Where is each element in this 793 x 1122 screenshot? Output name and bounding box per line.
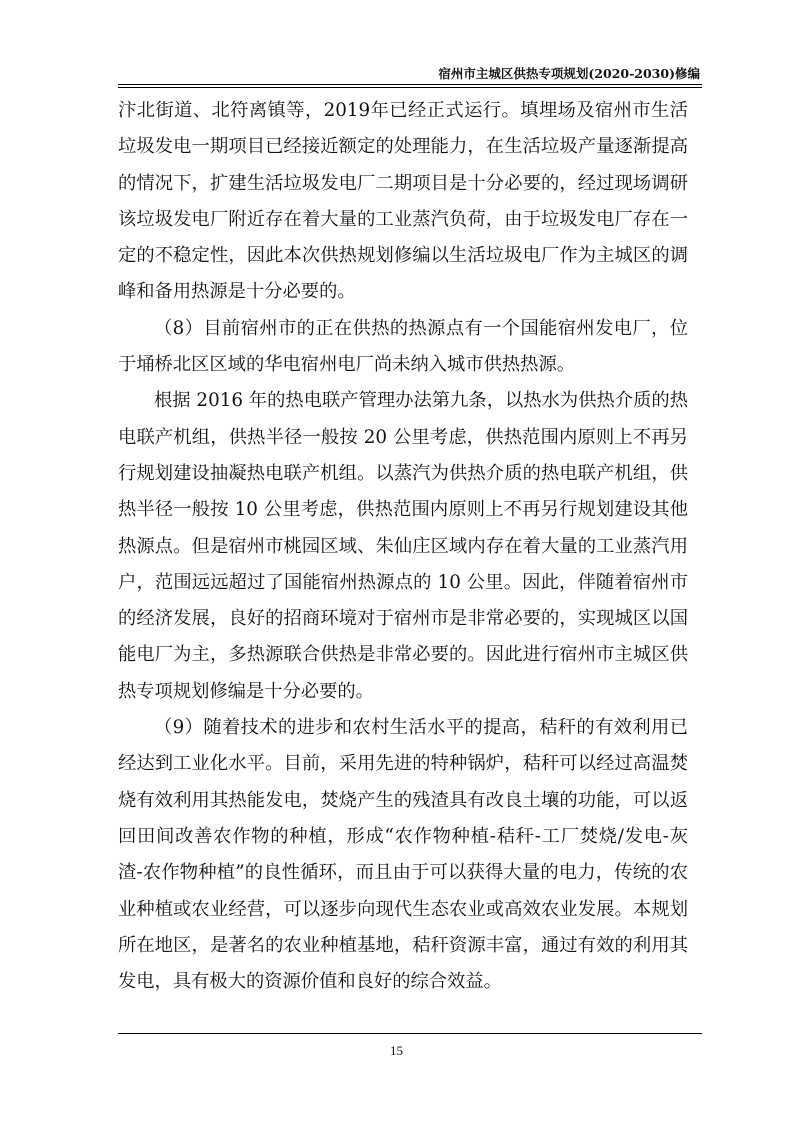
page-number: 15: [390, 1043, 403, 1058]
paragraph-item-8: （8）目前宿州市的正在供热的热源点有一个国能宿州发电厂，位于埇桥北区区域的华电宿州电厂尚未纳入城市供热热源。: [118, 317, 688, 376]
document-body: [118, 93, 688, 1000]
footer-rule: [118, 1033, 702, 1034]
paragraph-regulation: 根据 2016 年的热电联产管理办法第九条，以热水为供热介质的热电联产机组，供热半径一般按 20 公里考虑，供热范围内原则上不再另行规划建设抽凝热电联产机组。以蒸汽为供热介质的热电联产机组，供热半径一般按 10 公里考虑，供热范围内原则上不再另行规划建设其他热源点。但是宿州市桃园区域、朱仙庄区域内存在着大量的工业蒸汽用户，范围远远超过了国能宿州热源点的 10 公里。因此，伴随着宿州市的经济发展，良好的招商环境对于宿州市是非常必要的，实现城区以国能电厂为主，多热源联合供热是非常必要的。因此进行宿州市主城区供热专项规划修编是十分必要的。: [118, 390, 688, 702]
header-rule-thick: [118, 84, 702, 85]
header-rule-thin: [118, 87, 702, 88]
paragraph-item-9: （9）随着技术的进步和农村生活水平的提高，秸秆的有效利用已经达到工业化水平。目前，采用先进的特种锅炉，秸秆可以经过高温焚烧有效利用其热能发电，焚烧产生的残渣具有改良土壤的功能，可以返回田间改善农作物的种植，形成“农作物种植-秸秆-工厂焚烧/发电-灰渣-农作物种植”的良性循环，而且由于可以获得大量的电力，传统的农业种植或农业经营，可以逐步向现代生态农业或高效农业发展。本规划所在地区，是著名的农业种植基地，秸秆资源丰富，通过有效的利用其发电，具有极大的资源价值和良好的综合效益。: [118, 717, 688, 993]
running-header-title: 宿州市主城区供热专项规划(2020-2030)修编: [438, 66, 700, 81]
paragraph-continuation: 汴北街道、北符离镇等，2019年已经正式运行。填埋场及宿州市生活垃圾发电一期项目已经接近额定的处理能力，在生活垃圾产量逐渐提高的情况下，扩建生活垃圾发电厂二期项目是十分必要的，经过现场调研该垃圾发电厂附近存在着大量的工业蒸汽负荷，由于垃圾发电厂存在一定的不稳定性，因此本次供热规划修编以生活垃圾电厂作为主城区的调峰和备用热源是十分必要的。: [118, 100, 688, 303]
